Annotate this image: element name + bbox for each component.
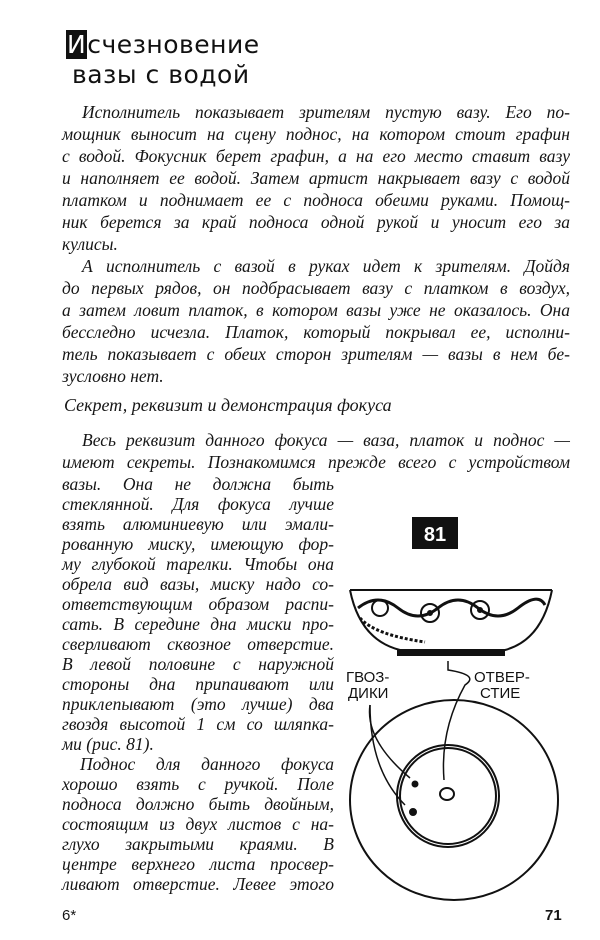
- figure-number: 81: [423, 524, 447, 546]
- text-line: состоящим из двух листов с на-: [62, 814, 334, 834]
- text-line: взять алюминиевую или эмали-: [62, 514, 334, 534]
- label-hole-2: СТИЕ: [480, 685, 521, 702]
- signature-mark: 6*: [62, 907, 77, 924]
- article-title-line-2: вазы с водой: [72, 60, 250, 89]
- text-line: с водой. Фокусник берет графин, а на его место ставит вазу: [62, 146, 570, 166]
- text-line: ми (рис. 81).: [62, 734, 154, 754]
- text-line: платком и поднимает ее с подноса обеими руками. Помощ-: [62, 190, 570, 210]
- text-line: ник берется за край подноса одной рукой и уносит его за: [62, 212, 570, 232]
- text-line: вазы. Она не должна быть: [62, 474, 334, 494]
- text-line: му глубокой тарелки. Чтобы она: [62, 554, 334, 574]
- text-line: мощник выносит на сцену поднос, на котором стоит графин: [62, 124, 570, 144]
- title-initial: И: [67, 30, 87, 59]
- page-number: 71: [545, 907, 562, 924]
- text-line: В левой половине с наружной: [62, 654, 334, 674]
- text-line: стороны дна припаивают или: [62, 674, 334, 694]
- text-line: приклепывают (это лучше) два: [62, 694, 334, 714]
- text-line: стеклянной. Для фокуса лучше: [62, 494, 334, 514]
- text-line: сать. В середине дна миски про-: [62, 614, 334, 634]
- text-line: Исполнитель показывает зрителям пустую вазу. Его по-: [82, 102, 570, 122]
- text-line: бесследно исчезла. Платок, который покрывал ее, исполни-: [62, 322, 570, 342]
- text-line: сверливают сквозное отверстие.: [62, 634, 334, 654]
- text-line: зусловно нет.: [62, 366, 164, 386]
- article-title-line-1: [66, 30, 260, 59]
- text-line: обрела вид вазы, миску надо со-: [62, 574, 334, 594]
- section-subtitle: Секрет, реквизит и демонстрация фокуса: [64, 395, 392, 415]
- text-line: Поднос для данного фокуса: [80, 754, 334, 774]
- label-nails-2: ДИКИ: [348, 685, 389, 702]
- bowl-illustration: [350, 590, 552, 655]
- text-line: кулисы.: [62, 234, 118, 254]
- text-line: Весь реквизит данного фокуса — ваза, платок и поднос —: [82, 430, 570, 450]
- label-hole-1: ОТВЕР-: [474, 669, 530, 686]
- title-text: счезновение: [87, 30, 260, 59]
- text-line: рованную миску, имеющую фор-: [62, 534, 334, 554]
- text-line: и наполняет ее водой. Затем артист накрывает вазу с водой: [62, 168, 570, 188]
- text-line: А исполнитель с вазой в руках идет к зрителям. Дойдя: [82, 256, 570, 276]
- text-line: хорошо взять с ручкой. Поле: [62, 774, 334, 794]
- text-line: тель показывает с обеих сторон зрителям — вазы в нем бе-: [62, 344, 570, 364]
- text-line: ответствующим образом распи-: [62, 594, 334, 614]
- text-line: центре верхнего листа просвер-: [62, 854, 334, 874]
- text-line: ливают отверстие. Левее этого: [62, 874, 334, 894]
- text-line: гвоздя высотой 1 см со шляпка-: [62, 714, 334, 734]
- text-line: подноса должно быть двойным,: [62, 794, 334, 814]
- text-line: глухо закрытыми краями. В: [62, 834, 334, 854]
- text-line: до первых рядов, он подбрасывает вазу с платком в воздух,: [62, 278, 570, 298]
- text-line: имеют секреты. Познакомимся прежде всего с устройством: [62, 452, 570, 472]
- figure-81: [330, 500, 590, 910]
- text-line: а затем ловит платок, в котором вазы уже не оказалось. Она: [62, 300, 570, 320]
- label-nails-1: ГВОЗ-: [346, 669, 390, 686]
